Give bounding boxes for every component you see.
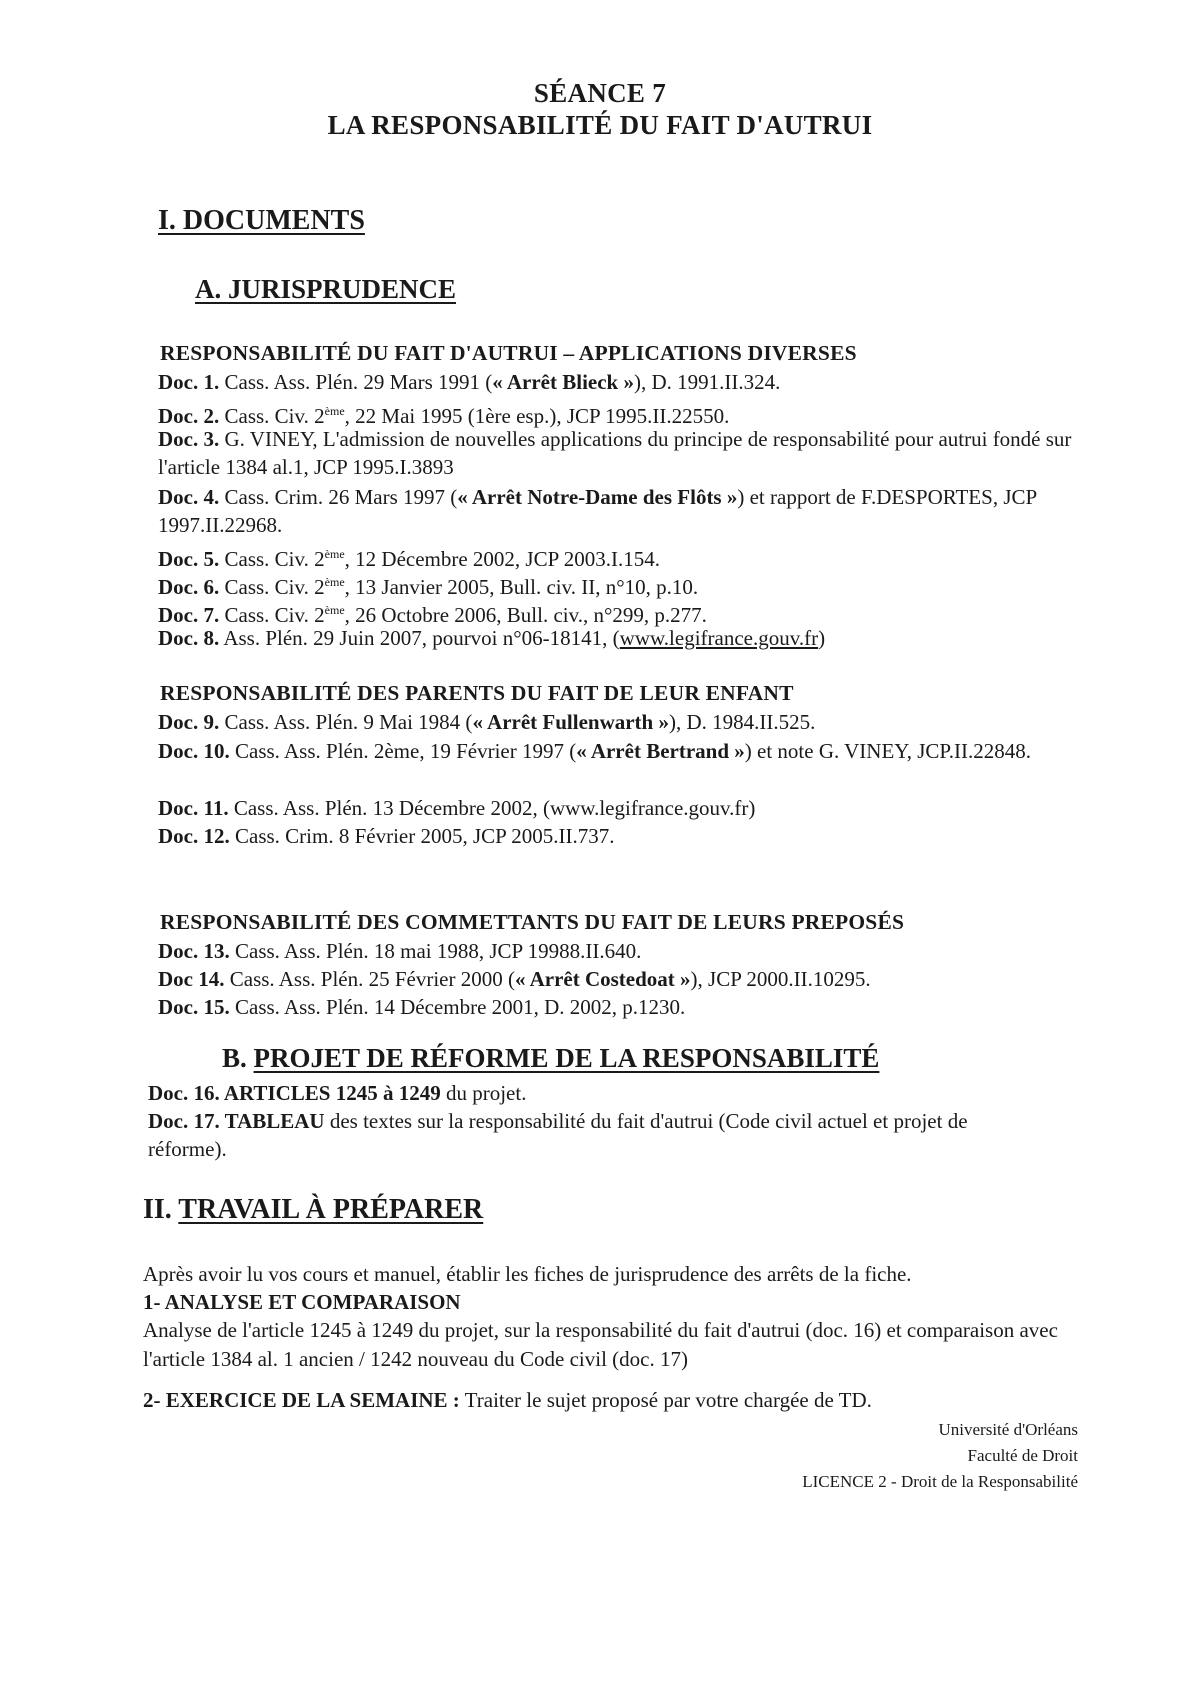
doc-entry-15: Doc. 15. Cass. Ass. Plén. 14 Décembre 2001, D. 2002, p.1230. bbox=[158, 995, 686, 1019]
subsection-jurisprudence-heading: A. JURISPRUDENCE bbox=[195, 274, 457, 304]
session-title: SÉANCE 7 bbox=[533, 78, 667, 108]
footer-university: Université d'Orléans bbox=[938, 1420, 1078, 1439]
section-travail-heading: II. TRAVAIL À PRÉPARER bbox=[143, 1194, 484, 1225]
doc-entry-12: Doc. 12. Cass. Crim. 8 Février 2005, JCP 2005.II.737. bbox=[158, 824, 615, 848]
group-title-commettants: RESPONSABILITÉ DES COMMETTANTS DU FAIT DE LEURS PREPOSÉS bbox=[160, 910, 905, 934]
travail-intro: Après avoir lu vos cours et manuel, établir les fiches de jurisprudence des arrêts de la fiche. bbox=[143, 1262, 912, 1286]
subsection-reforme-heading: B. PROJET DE RÉFORME DE LA RESPONSABILITÉ bbox=[222, 1043, 880, 1073]
doc-entry-3: Doc. 3. G. VINEY, L'admission de nouvelles applications du principe de responsabilité pour autrui fondé sur l'article 1384 al.1, JCP 1995.I.3893 bbox=[158, 427, 1072, 479]
group-title-applications: RESPONSABILITÉ DU FAIT D'AUTRUI – APPLICATIONS DIVERSES bbox=[160, 341, 857, 365]
section-documents-heading: I. DOCUMENTS bbox=[158, 205, 365, 236]
footer-licence: LICENCE 2 - Droit de la Responsabilité bbox=[802, 1472, 1078, 1491]
doc-entry-2: Doc. 2. Cass. Civ. 2ème, 22 Mai 1995 (1ère esp.), JCP 1995.II.22550. bbox=[158, 404, 730, 428]
footer-faculty: Faculté de Droit bbox=[967, 1446, 1078, 1465]
doc-entry-7: Doc. 7. Cass. Civ. 2ème, 26 Octobre 2006, Bull. civ., n°299, p.277. bbox=[158, 603, 707, 627]
item1-title: 1- ANALYSE ET COMPARAISON bbox=[143, 1290, 461, 1314]
doc-entry-6: Doc. 6. Cass. Civ. 2ème, 13 Janvier 2005, Bull. civ. II, n°10, p.10. bbox=[158, 575, 699, 599]
doc-entry-11: Doc. 11. Cass. Ass. Plén. 13 Décembre 2002, (www.legifrance.gouv.fr) bbox=[158, 796, 756, 820]
doc-entry-14: Doc 14. Cass. Ass. Plén. 25 Février 2000 (« Arrêt Costedoat »), JCP 2000.II.10295. bbox=[158, 967, 871, 991]
item2: 2- EXERCICE DE LA SEMAINE : Traiter le sujet proposé par votre chargée de TD. bbox=[143, 1388, 872, 1412]
doc-entry-17: Doc. 17. TABLEAU des textes sur la responsabilité du fait d'autrui (Code civil actuel et projet de réforme). bbox=[148, 1109, 968, 1161]
doc-entry-1: Doc. 1. Cass. Ass. Plén. 29 Mars 1991 (« Arrêt Blieck »), D. 1991.II.324. bbox=[158, 370, 781, 394]
doc-entry-13: Doc. 13. Cass. Ass. Plén. 18 mai 1988, JCP 19988.II.640. bbox=[158, 939, 642, 963]
legifrance-link[interactable]: www.legifrance.gouv.fr bbox=[619, 626, 819, 650]
group-title-parents: RESPONSABILITÉ DES PARENTS DU FAIT DE LEUR ENFANT bbox=[160, 681, 794, 705]
session-subtitle: LA RESPONSABILITÉ DU FAIT D'AUTRUI bbox=[327, 110, 873, 140]
doc-entry-9: Doc. 9. Cass. Ass. Plén. 9 Mai 1984 (« Arrêt Fullenwarth »), D. 1984.II.525. bbox=[158, 710, 816, 734]
doc-entry-4: Doc. 4. Cass. Crim. 26 Mars 1997 (« Arrêt Notre-Dame des Flôts ») et rapport de F.DESPORTES, JCP 1997.II.22968. bbox=[158, 485, 1037, 537]
doc-entry-16: Doc. 16. ARTICLES 1245 à 1249 du projet. bbox=[148, 1081, 527, 1105]
doc-entry-10: Doc. 10. Cass. Ass. Plén. 2ème, 19 Février 1997 (« Arrêt Bertrand ») et note G. VINEY, JCP.II.22848. bbox=[158, 739, 1031, 763]
doc-entry-5: Doc. 5. Cass. Civ. 2ème, 12 Décembre 2002, JCP 2003.I.154. bbox=[158, 547, 661, 571]
item1-text: Analyse de l'article 1245 à 1249 du projet, sur la responsabilité du fait d'autrui (doc. 16) et comparaison avec l'article 1384 al. 1 ancien / 1242 nouveau du Code civil (doc. 17) bbox=[143, 1318, 1058, 1371]
doc-entry-8: Doc. 8. Ass. Plén. 29 Juin 2007, pourvoi n°06-18141, (www.legifrance.gouv.fr) bbox=[158, 626, 826, 650]
